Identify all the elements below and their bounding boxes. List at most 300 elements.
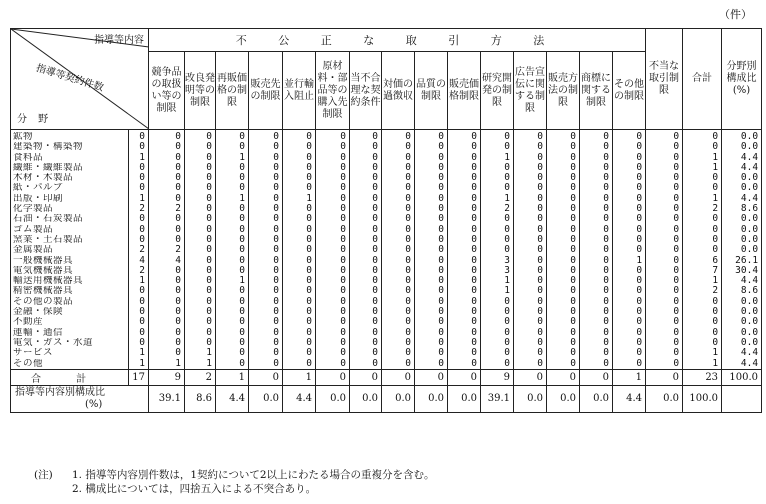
cell-value: 0 (405, 192, 411, 204)
count-value: 0 (139, 161, 145, 173)
note-line: 2. 構成比については，四捨五入による不突合あり。 (72, 483, 317, 495)
cell-value: 0 (504, 233, 510, 245)
column-header: 販売方法の制限 (547, 52, 580, 130)
cell-value: 0 (673, 233, 680, 245)
cell-value: 0 (175, 347, 181, 359)
cell-value: 0 (206, 213, 212, 225)
cell-value: 0 (206, 182, 212, 194)
category-label: 電気・ガス・水道 (13, 337, 94, 348)
cell-value: 0 (537, 347, 543, 359)
cell-value: 0 (372, 306, 378, 318)
count-value: 0 (139, 131, 145, 142)
cell-value: 0 (636, 131, 643, 142)
cell-value: 0 (340, 306, 346, 318)
cell-value: 0 (603, 254, 609, 266)
cell-value: 0 (206, 254, 212, 266)
cell-value: 0 (603, 151, 609, 163)
cell-value: 0 (306, 131, 312, 142)
column-header: 品質の制限 (415, 52, 448, 130)
value-column (481, 130, 514, 370)
count-value: 0 (139, 223, 145, 235)
cell-value: 0 (239, 161, 245, 173)
cell-value: 0 (372, 347, 378, 359)
count-value: 2 (139, 244, 145, 256)
count-value: 2 (139, 264, 145, 276)
column-header: 競争品の取扱い等の制限 (149, 52, 185, 130)
category-label: ゴム製品 (13, 224, 54, 235)
cell-value: 4.4 (740, 275, 759, 287)
cell-value: 0 (537, 182, 543, 194)
cell-value: 0 (471, 141, 477, 153)
total-value: 23 (683, 369, 722, 385)
cell-value: 0 (537, 295, 543, 307)
cell-value: 0 (504, 357, 510, 369)
cell-value: 0 (471, 192, 477, 204)
cell-value: 2 (175, 244, 181, 256)
column-header: 不当な取引制限 (646, 29, 683, 130)
cell-value: 0 (405, 336, 411, 348)
ratio-value: 8.6 (185, 385, 216, 412)
cell-value: 0 (306, 151, 312, 163)
cell-value: 0 (712, 316, 719, 328)
cell-value: 8.6 (740, 285, 759, 297)
cell-value: 0 (175, 182, 181, 194)
cell-value: 0 (175, 316, 181, 328)
cell-value: 0 (340, 285, 346, 297)
cell-value: 0 (306, 336, 312, 348)
cell-value: 0 (340, 316, 346, 328)
cell-value: 0 (570, 151, 576, 163)
cell-value: 0 (673, 285, 680, 297)
cell-value: 0 (673, 223, 680, 235)
cell-value: 0 (471, 131, 477, 142)
cell-value: 0 (239, 306, 245, 318)
cell-value: 0 (537, 223, 543, 235)
cell-value: 0 (438, 223, 444, 235)
cell-value: 0 (206, 223, 212, 235)
cell-value: 0 (273, 141, 279, 153)
cell-value: 0 (570, 295, 576, 307)
cell-value: 0 (673, 203, 680, 215)
cell-value: 0 (206, 151, 212, 163)
cell-value: 0.0 (740, 141, 759, 153)
total-value: 0 (382, 369, 415, 385)
cell-value: 0 (372, 336, 378, 348)
cell-value: 0 (636, 172, 643, 184)
cell-value: 0 (712, 131, 719, 142)
count-value: 0 (139, 285, 145, 297)
cell-value: 0 (471, 347, 477, 359)
cell-value: 0 (239, 295, 245, 307)
cell-value: 0 (603, 326, 609, 338)
cell-value: 0 (340, 347, 346, 359)
cell-value: 0 (471, 213, 477, 225)
cell-value: 0 (273, 285, 279, 297)
cell-value: 1 (712, 161, 719, 173)
cell-value: 0 (405, 151, 411, 163)
cell-value: 0 (537, 213, 543, 225)
cell-value: 0 (712, 336, 719, 348)
ratio-value: 0.0 (316, 385, 350, 412)
cell-value: 0 (372, 233, 378, 245)
cell-value: 0 (175, 223, 181, 235)
cell-value: 0 (471, 161, 477, 173)
cell-value: 0 (471, 264, 477, 276)
cell-value: 0 (537, 172, 543, 184)
cell-value: 0 (537, 306, 543, 318)
cell-value: 0 (273, 223, 279, 235)
cell-value: 0 (273, 347, 279, 359)
total-count: 17 (129, 369, 149, 385)
cell-value: 0 (372, 326, 378, 338)
cell-value: 0.0 (740, 306, 759, 318)
cell-value: 0 (636, 336, 643, 348)
cell-value: 0 (206, 172, 212, 184)
cell-value: 0 (537, 151, 543, 163)
cell-value: 0 (504, 141, 510, 153)
cell-value: 0 (438, 233, 444, 245)
unit-label: （件） (719, 8, 752, 21)
cell-value: 0 (306, 161, 312, 173)
corner-top-label: 指導等内容 (94, 35, 144, 46)
cell-value: 0 (405, 306, 411, 318)
category-label: その他 (13, 358, 44, 369)
count-value: 0 (139, 336, 145, 348)
cell-value: 0 (504, 347, 510, 359)
cell-value: 0 (712, 306, 719, 318)
cell-value: 0 (239, 244, 245, 256)
cell-value: 0 (405, 295, 411, 307)
cell-value: 0 (438, 336, 444, 348)
cell-value: 0 (537, 161, 543, 173)
cell-value: 0 (273, 192, 279, 204)
count-value: 0 (139, 182, 145, 194)
cell-value: 0 (372, 172, 378, 184)
category-label: 鉱物 (13, 132, 34, 142)
cell-value: 0 (636, 151, 643, 163)
cell-value: 1 (712, 151, 719, 163)
cell-value: 0 (306, 357, 312, 369)
ratio-value: 0.0 (350, 385, 382, 412)
table-body-row (11, 130, 762, 370)
cell-value: 1 (712, 192, 719, 204)
cell-value: 0 (603, 213, 609, 225)
cell-value: 4.4 (740, 347, 759, 359)
total-value: 1 (283, 369, 316, 385)
cell-value: 0 (636, 316, 643, 328)
cell-value: 0 (273, 161, 279, 173)
cell-value: 0 (636, 233, 643, 245)
cell-value: 0.0 (740, 316, 759, 328)
cell-value: 1 (712, 347, 719, 359)
cell-value: 0 (673, 306, 680, 318)
cell-value: 0.0 (740, 223, 759, 235)
cell-value: 0 (239, 285, 245, 297)
cell-value: 0 (471, 275, 477, 287)
cell-value: 0 (206, 285, 212, 297)
cell-value: 0 (206, 336, 212, 348)
cell-value: 0 (673, 141, 680, 153)
total-value: 9 (481, 369, 514, 385)
cell-value: 0 (471, 233, 477, 245)
cell-value: 0 (405, 275, 411, 287)
cell-value: 0 (712, 213, 719, 225)
ratio-unit: (%) (85, 398, 103, 410)
cell-value: 0 (603, 182, 609, 194)
cell-value: 0 (438, 244, 444, 256)
category-label: 不動産 (13, 317, 44, 328)
value-column (683, 130, 722, 370)
cell-value: 0 (306, 275, 312, 287)
cell-value: 0 (405, 357, 411, 369)
cell-value: 0 (471, 326, 477, 338)
cell-value: 0.0 (740, 213, 759, 225)
cell-value: 0 (239, 264, 245, 276)
cell-value: 0 (636, 223, 643, 235)
category-label: 輸送用機械器具 (13, 276, 84, 287)
cell-value: 0 (636, 182, 643, 194)
cell-value: 3 (504, 264, 510, 276)
cell-value: 0 (239, 254, 245, 266)
cell-value: 0 (239, 233, 245, 245)
cell-value: 0 (603, 131, 609, 142)
cell-value: 0 (471, 172, 477, 184)
cell-value: 0 (438, 285, 444, 297)
cell-value: 0 (471, 203, 477, 215)
cell-value: 0.0 (740, 131, 759, 142)
cell-value: 0 (306, 264, 312, 276)
column-header: 並行輸入阻止 (283, 52, 316, 130)
cell-value: 0 (206, 192, 212, 204)
cell-value: 0 (405, 213, 411, 225)
cell-value: 0 (673, 336, 680, 348)
cell-value: 0 (273, 254, 279, 266)
cell-value: 0 (175, 151, 181, 163)
count-value: 0 (139, 141, 145, 153)
cell-value: 0 (206, 131, 212, 142)
total-value: 100.0 (722, 369, 762, 385)
cell-value: 0 (372, 203, 378, 215)
ratio-value: 100.0 (683, 385, 722, 412)
column-header: 販売価格制限 (448, 52, 481, 130)
cell-value: 0 (712, 295, 719, 307)
cell-value: 0 (570, 213, 576, 225)
cell-value: 0 (673, 295, 680, 307)
total-row (11, 369, 762, 385)
cell-value: 0 (570, 192, 576, 204)
ratio-value: 0.0 (514, 385, 547, 412)
cell-value: 0 (273, 357, 279, 369)
cell-value: 0 (570, 347, 576, 359)
cell-value: 0 (372, 182, 378, 194)
column-header: 分野別構成比(%) (722, 29, 762, 130)
cell-value: 0 (273, 233, 279, 245)
cell-value: 4.4 (740, 161, 759, 173)
notes-head: (注) (34, 469, 53, 481)
ratio-value: 0.0 (547, 385, 580, 412)
statistics-table (10, 28, 762, 413)
category-label: 化学製品 (13, 204, 54, 215)
total-value: 0 (249, 369, 283, 385)
count-value: 0 (139, 316, 145, 328)
cell-value: 0 (504, 182, 510, 194)
cell-value: 0 (175, 233, 181, 245)
cell-value: 0 (175, 131, 181, 142)
total-value: 1 (613, 369, 646, 385)
cell-value: 0 (570, 244, 576, 256)
value-column (415, 130, 448, 370)
cell-value: 0 (537, 336, 543, 348)
category-label: 電気機械器具 (13, 265, 74, 276)
cell-value: 0 (405, 233, 411, 245)
cell-value: 0 (405, 254, 411, 266)
value-column (613, 130, 646, 370)
unfair-trade-group-header: 不 公 正 な 取 引 方 法 (149, 29, 646, 52)
cell-value: 0 (405, 347, 411, 359)
cell-value: 0 (471, 336, 477, 348)
cell-value: 0 (570, 161, 576, 173)
cell-value: 0 (603, 203, 609, 215)
cell-value: 0 (273, 316, 279, 328)
cell-value: 0 (537, 275, 543, 287)
cell-value: 2 (712, 203, 719, 215)
cell-value: 0 (340, 254, 346, 266)
cell-value: 0 (175, 295, 181, 307)
value-column (547, 130, 580, 370)
cell-value: 0 (438, 141, 444, 153)
count-value: 1 (139, 192, 145, 204)
cell-value: 0 (306, 254, 312, 266)
cell-value: 0 (471, 357, 477, 369)
cell-value: 0 (405, 326, 411, 338)
cell-value: 0 (712, 172, 719, 184)
cell-value: 0 (372, 275, 378, 287)
total-value: 0 (646, 369, 683, 385)
cell-value: 0 (273, 275, 279, 287)
cell-value: 0 (438, 254, 444, 266)
cell-value: 0 (438, 161, 444, 173)
total-value: 0 (350, 369, 382, 385)
cell-value: 0 (504, 131, 510, 142)
cell-value: 0 (636, 141, 643, 153)
cell-value: 0 (206, 141, 212, 153)
cell-value: 0 (570, 141, 576, 153)
cell-value: 1 (504, 151, 510, 163)
value-column (580, 130, 613, 370)
cell-value: 0 (340, 151, 346, 163)
cell-value: 0 (712, 182, 719, 194)
cell-value: 0 (340, 264, 346, 276)
cell-value: 0 (340, 233, 346, 245)
cell-value: 0 (603, 285, 609, 297)
column-header: 販売先の制限 (249, 52, 283, 130)
cell-value: 0 (636, 306, 643, 318)
cell-value: 0 (570, 223, 576, 235)
cell-value: 0 (673, 254, 680, 266)
cell-value: 4.4 (740, 357, 759, 369)
cell-value: 0 (673, 316, 680, 328)
cell-value: 0 (372, 264, 378, 276)
cell-value: 0 (239, 131, 245, 142)
cell-value: 0 (273, 151, 279, 163)
cell-value: 30.4 (735, 264, 759, 276)
cell-value: 0 (405, 161, 411, 173)
value-column (646, 130, 683, 370)
count-value: 0 (139, 295, 145, 307)
column-header: 改良発明等の制限 (185, 52, 216, 130)
cell-value: 0 (636, 285, 643, 297)
cell-value: 0 (673, 347, 680, 359)
cell-value: 0 (372, 316, 378, 328)
column-header: 広告宣伝に関する制限 (514, 52, 547, 130)
corner-middle-label: 指導等契約件数 (34, 62, 105, 94)
cell-value: 0 (438, 306, 444, 318)
value-column (216, 130, 249, 370)
cell-value: 0 (340, 357, 346, 369)
cell-value: 0 (206, 161, 212, 173)
cell-value: 0 (239, 316, 245, 328)
value-column (249, 130, 283, 370)
cell-value: 0 (405, 131, 411, 142)
cell-value: 0 (239, 347, 245, 359)
cell-value: 0 (673, 151, 680, 163)
corner-bottom-label: 分 野 (17, 114, 53, 125)
cell-value: 0 (603, 336, 609, 348)
ratio-value: 0.0 (448, 385, 481, 412)
cell-value: 0 (175, 161, 181, 173)
cell-value: 0.0 (740, 244, 759, 256)
cell-value: 0 (340, 275, 346, 287)
cell-value: 0 (340, 336, 346, 348)
column-header: その他の制限 (613, 52, 646, 130)
cell-value: 0 (537, 244, 543, 256)
cell-value: 0 (306, 244, 312, 256)
cell-value: 0 (438, 213, 444, 225)
cell-value: 1 (712, 275, 719, 287)
ratio-value: 0.0 (382, 385, 415, 412)
cell-value: 0 (537, 233, 543, 245)
count-value: 0 (139, 172, 145, 184)
value-column (448, 130, 481, 370)
cell-value: 0 (273, 336, 279, 348)
cell-value: 0 (603, 295, 609, 307)
count-value: 0 (139, 233, 145, 245)
value-column (382, 130, 415, 370)
count-value: 2 (139, 203, 145, 215)
cell-value: 0 (603, 306, 609, 318)
cell-value: 0 (438, 172, 444, 184)
cell-value: 0 (372, 161, 378, 173)
total-value: 1 (216, 369, 249, 385)
cell-value: 0 (471, 295, 477, 307)
ratio-label-cell (11, 385, 149, 412)
cell-value: 0 (405, 203, 411, 215)
cell-value: 0 (570, 285, 576, 297)
cell-value: 0 (504, 306, 510, 318)
cell-value: 4.4 (740, 192, 759, 204)
count-value: 0 (139, 326, 145, 338)
cell-value: 2 (712, 285, 719, 297)
cell-value: 0 (340, 203, 346, 215)
cell-value: 1 (306, 192, 312, 204)
cell-value: 0 (372, 213, 378, 225)
category-label: 紙・パルプ (13, 183, 64, 194)
cell-value: 0 (175, 192, 181, 204)
cell-value: 0 (175, 326, 181, 338)
count-value: 1 (139, 151, 145, 163)
cell-value: 0 (306, 213, 312, 225)
cell-value: 0 (603, 275, 609, 287)
